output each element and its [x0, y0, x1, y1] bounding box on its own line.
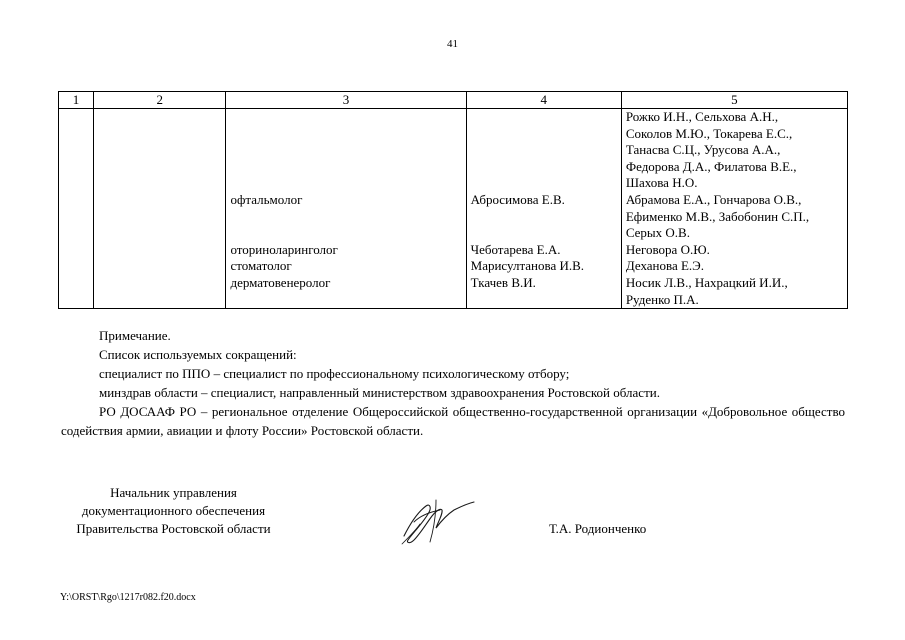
page-number: 41: [447, 38, 458, 50]
head-doctor-line: [471, 225, 617, 242]
specialty-line: [230, 109, 461, 126]
head-doctor-line: [471, 159, 617, 176]
members-line: Рожко И.Н., Сельхова А.Н.,: [625, 109, 779, 124]
file-path: Y:\ORST\Rgo\1217r082.f20.docx: [60, 592, 196, 603]
signatory-title-line: документационного обеспечения: [81, 503, 266, 518]
head-doctor-line: [471, 109, 617, 126]
specialty-line: [230, 159, 461, 176]
members-line: Соколов М.Ю., Токарева Е.С.,: [625, 125, 793, 141]
specialty-line: дерматовенеролог: [230, 274, 331, 290]
handwritten-signature: [396, 494, 476, 549]
table-row: [59, 109, 848, 309]
head-doctor-line: Марисултанова И.В.: [470, 258, 585, 274]
members-line: Танасва С.Ц., Урусова А.А.,: [625, 142, 781, 158]
table-header-cell: 2: [93, 92, 226, 109]
table-header-cell: 3: [226, 92, 466, 109]
abbreviation-item: минздрав области – специалист, направленный министерством здравоохранения Ростовской области.: [99, 385, 660, 400]
signatory-title-line: Правительства Ростовской области: [76, 521, 271, 536]
members-line: Руденко П.А.: [625, 291, 699, 307]
abbreviation-item: специалист по ППО – специалист по профессиональному психологическому отбору;: [99, 366, 570, 381]
members-line: Шахова Н.О.: [625, 175, 698, 191]
specialty-line: [230, 126, 461, 143]
specialty-line: [230, 175, 461, 192]
specialty-line: [230, 292, 461, 309]
head-doctor-line: [471, 142, 617, 159]
abbreviations-heading: Список используемых сокращений:: [99, 347, 297, 362]
head-doctor-line: Чеботарева Е.А.: [470, 241, 561, 257]
abbreviation-item: РО ДОСААФ РО – региональное отделение Общероссийской общественно-государственной организации «Добровольное общество содействия армии, авиации и флоту России» Ростовской области.: [61, 404, 845, 438]
head-doctor-line: Абросимова Е.В.: [470, 191, 565, 207]
table-header-row: [59, 92, 848, 109]
table-header-cell: 4: [466, 92, 621, 109]
head-doctor-line: [471, 209, 617, 226]
members-line: Деханова Е.Э.: [625, 258, 705, 274]
specialty-line: офтальмолог: [230, 191, 303, 207]
table-cell: [59, 109, 94, 309]
head-doctor-cell: [466, 109, 621, 309]
head-doctor-line: [471, 292, 617, 309]
note-heading: Примечание.: [99, 328, 171, 343]
table-header-cell: 1: [59, 92, 94, 109]
head-doctor-line: [471, 126, 617, 143]
signatory-name: Т.А. Родионченко: [549, 521, 647, 536]
table-cell: [93, 109, 226, 309]
members-line: Ефименко М.В., Забобонин С.П.,: [625, 208, 810, 224]
specialty-cell: [226, 109, 466, 309]
table-header-cell: 5: [621, 92, 847, 109]
members-cell: [621, 109, 847, 309]
specialty-line: [230, 209, 461, 226]
members-line: Федорова Д.А., Филатова В.Е.,: [625, 158, 797, 174]
members-line: Неговора О.Ю.: [625, 241, 710, 257]
members-line: Серых О.В.: [625, 225, 690, 241]
notes-section: [61, 326, 845, 440]
head-doctor-line: [471, 175, 617, 192]
head-doctor-line: Ткачев В.И.: [470, 274, 536, 290]
specialty-line: стоматолог: [230, 258, 292, 274]
members-line: Носик Л.В., Нахрацкий И.И.,: [625, 274, 788, 290]
specialty-line: оториноларинголог: [230, 241, 338, 257]
members-line: Абрамова Е.А., Гончарова О.В.,: [625, 191, 802, 207]
specialty-line: [230, 225, 461, 242]
signatory-title-line: Начальник управления: [110, 485, 237, 500]
staff-table: [58, 91, 848, 309]
specialty-line: [230, 142, 461, 159]
signatory-title: [61, 484, 286, 538]
